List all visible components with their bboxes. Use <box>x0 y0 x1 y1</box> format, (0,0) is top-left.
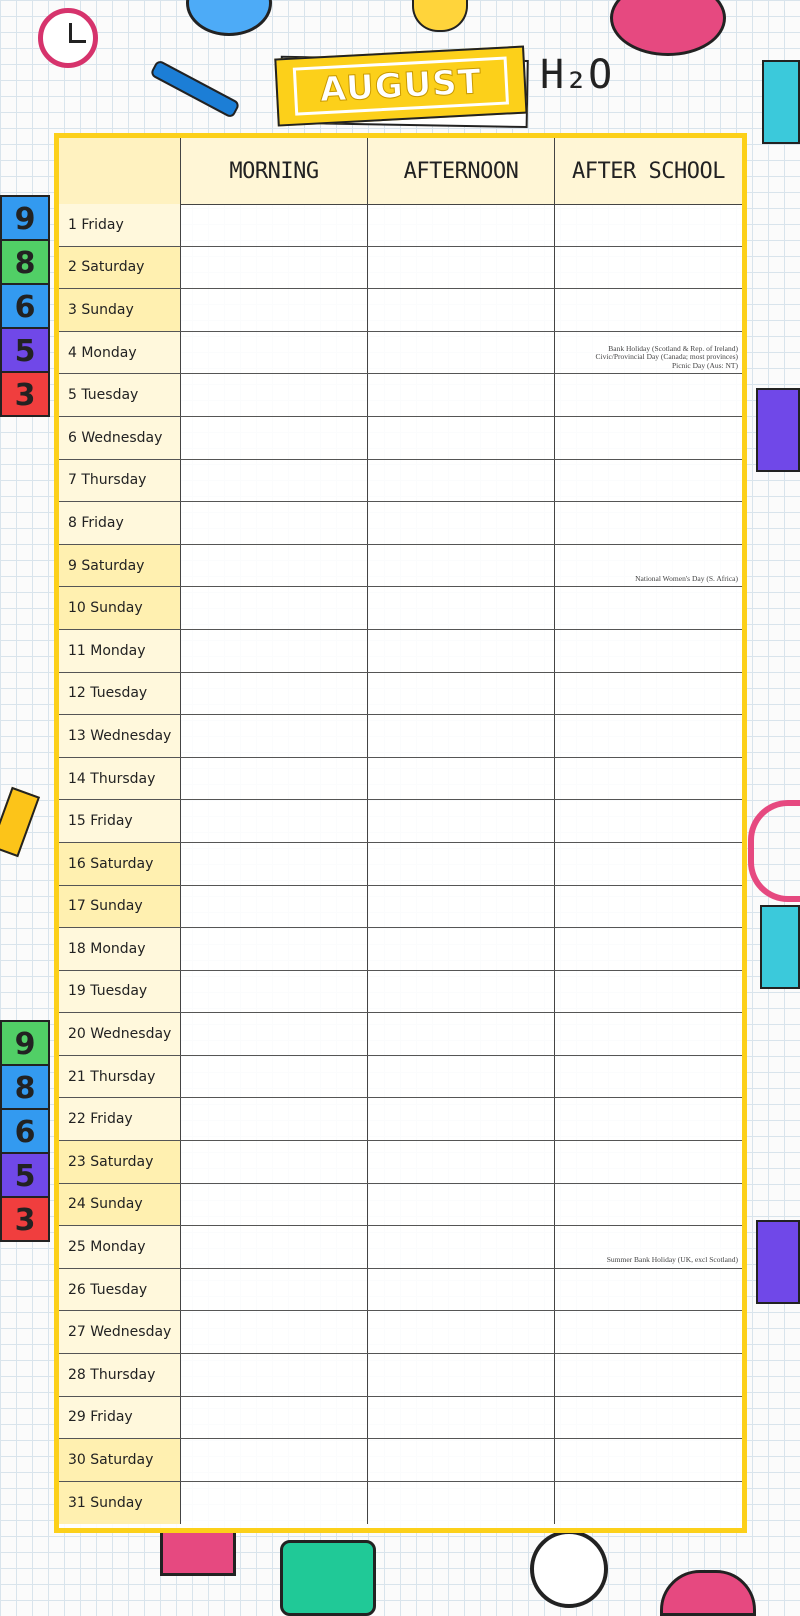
holiday-note-line: Summer Bank Holiday (UK, excl Scotland) <box>606 1255 738 1265</box>
day-row <box>59 758 742 801</box>
day-row <box>59 1439 742 1482</box>
day-label: 12 Tuesday <box>59 673 181 715</box>
after-school-cell[interactable] <box>555 332 742 374</box>
day-row <box>59 374 742 417</box>
day-row <box>59 502 742 545</box>
morning-cell[interactable] <box>181 1311 368 1353</box>
calculator-doodle-icon <box>160 1530 236 1576</box>
day-row <box>59 1056 742 1099</box>
book-doodle-icon <box>280 1540 376 1616</box>
after-school-cell[interactable] <box>555 1439 742 1481</box>
day-row <box>59 1397 742 1440</box>
after-school-cell[interactable] <box>555 460 742 502</box>
holiday-note-line: Picnic Day (Aus: NT) <box>671 360 738 370</box>
day-label: 3 Sunday <box>59 289 181 331</box>
morning-cell[interactable] <box>181 800 368 842</box>
after-school-cell[interactable] <box>555 928 742 970</box>
day-row <box>59 1311 742 1354</box>
day-row <box>59 1184 742 1227</box>
backpack-doodle-icon <box>610 0 726 56</box>
hopscotch-doodle <box>0 1020 52 1240</box>
day-label: 24 Sunday <box>59 1184 181 1226</box>
after-school-cell[interactable] <box>555 1056 742 1098</box>
day-row <box>59 928 742 971</box>
hopscotch-square: 5 <box>0 327 50 373</box>
after-school-cell[interactable] <box>555 247 742 289</box>
morning-cell[interactable] <box>181 630 368 672</box>
afternoon-cell[interactable] <box>368 502 555 544</box>
afternoon-cell[interactable] <box>368 289 555 331</box>
day-row <box>59 1269 742 1312</box>
day-label: 29 Friday <box>59 1397 181 1439</box>
morning-cell[interactable] <box>181 460 368 502</box>
day-row <box>59 460 742 503</box>
morning-cell[interactable] <box>181 1141 368 1183</box>
morning-cell[interactable] <box>181 886 368 928</box>
after-school-cell[interactable] <box>555 886 742 928</box>
day-row <box>59 545 742 588</box>
afternoon-cell[interactable] <box>368 332 555 374</box>
hopscotch-square: 8 <box>0 1064 50 1110</box>
morning-cell[interactable] <box>181 1013 368 1055</box>
day-row <box>59 417 742 460</box>
afternoon-cell[interactable] <box>368 928 555 970</box>
holiday-note-line: Bank Holiday (Scotland & Rep. of Ireland) <box>608 343 738 353</box>
sun-doodle-icon <box>412 0 468 32</box>
morning-cell[interactable] <box>181 1056 368 1098</box>
globe-doodle-icon <box>186 0 272 36</box>
day-label: 8 Friday <box>59 502 181 544</box>
alarm-clock-doodle-icon <box>38 8 98 68</box>
after-school-cell[interactable] <box>555 673 742 715</box>
afternoon-cell[interactable] <box>368 247 555 289</box>
day-row <box>59 204 742 247</box>
header-row <box>59 138 742 205</box>
afternoon-cell[interactable] <box>368 1013 555 1055</box>
after-school-cell[interactable] <box>555 1354 742 1396</box>
after-school-cell[interactable] <box>555 545 742 587</box>
morning-cell[interactable] <box>181 374 368 416</box>
afternoon-cell[interactable] <box>368 1311 555 1353</box>
morning-cell[interactable] <box>181 289 368 331</box>
morning-cell[interactable] <box>181 247 368 289</box>
h2o-doodle: H₂O <box>540 52 613 98</box>
day-row <box>59 843 742 886</box>
day-row <box>59 1354 742 1397</box>
after-school-cell[interactable] <box>555 1226 742 1268</box>
day-label: 2 Saturday <box>59 247 181 289</box>
afternoon-cell[interactable] <box>368 843 555 885</box>
afternoon-cell[interactable] <box>368 673 555 715</box>
day-label: 15 Friday <box>59 800 181 842</box>
day-row <box>59 587 742 630</box>
holiday-note <box>607 1256 738 1265</box>
day-label: 28 Thursday <box>59 1354 181 1396</box>
book-doodle-icon <box>762 60 800 144</box>
after-school-cell[interactable] <box>555 800 742 842</box>
day-label: 5 Tuesday <box>59 374 181 416</box>
day-label: 7 Thursday <box>59 460 181 502</box>
morning-cell[interactable] <box>181 1482 368 1525</box>
clock-doodle-icon <box>530 1530 608 1608</box>
day-row <box>59 1141 742 1184</box>
day-row <box>59 800 742 843</box>
after-school-cell[interactable] <box>555 374 742 416</box>
header-after-school: AFTER SCHOOL <box>555 138 742 204</box>
afternoon-cell[interactable] <box>368 715 555 757</box>
morning-cell[interactable] <box>181 1439 368 1481</box>
morning-cell[interactable] <box>181 417 368 459</box>
day-rows <box>59 204 742 1524</box>
hopscotch-square: 8 <box>0 239 50 285</box>
hopscotch-square: 3 <box>0 371 50 417</box>
header-morning: MORNING <box>181 138 368 204</box>
day-label: 14 Thursday <box>59 758 181 800</box>
day-row <box>59 1226 742 1269</box>
after-school-cell[interactable] <box>555 1141 742 1183</box>
after-school-cell[interactable] <box>555 289 742 331</box>
afternoon-cell[interactable] <box>368 460 555 502</box>
afternoon-cell[interactable] <box>368 374 555 416</box>
morning-cell[interactable] <box>181 971 368 1013</box>
after-school-cell[interactable] <box>555 1482 742 1525</box>
day-label: 20 Wednesday <box>59 1013 181 1055</box>
day-row <box>59 332 742 375</box>
after-school-cell[interactable] <box>555 1098 742 1140</box>
afternoon-cell[interactable] <box>368 1269 555 1311</box>
after-school-cell[interactable] <box>555 1013 742 1055</box>
afternoon-cell[interactable] <box>368 1226 555 1268</box>
afternoon-cell[interactable] <box>368 971 555 1013</box>
day-row <box>59 1098 742 1141</box>
day-label: 22 Friday <box>59 1098 181 1140</box>
day-row <box>59 971 742 1014</box>
morning-cell[interactable] <box>181 545 368 587</box>
month-banner <box>270 39 534 136</box>
after-school-cell[interactable] <box>555 1311 742 1353</box>
afternoon-cell[interactable] <box>368 758 555 800</box>
day-row <box>59 886 742 929</box>
afternoon-cell[interactable] <box>368 587 555 629</box>
morning-cell[interactable] <box>181 204 368 246</box>
day-row <box>59 289 742 332</box>
afternoon-cell[interactable] <box>368 886 555 928</box>
morning-cell[interactable] <box>181 843 368 885</box>
afternoon-cell[interactable] <box>368 1141 555 1183</box>
after-school-cell[interactable] <box>555 971 742 1013</box>
afternoon-cell[interactable] <box>368 630 555 672</box>
banner-frame <box>293 56 509 115</box>
backpack-doodle-icon <box>660 1570 756 1616</box>
morning-cell[interactable] <box>181 1226 368 1268</box>
book-doodle-icon <box>756 1220 800 1304</box>
day-row <box>59 1013 742 1056</box>
pen-doodle-icon <box>149 59 240 119</box>
after-school-cell[interactable] <box>555 1184 742 1226</box>
day-label: 13 Wednesday <box>59 715 181 757</box>
book-doodle-icon <box>756 388 800 472</box>
day-label: 17 Sunday <box>59 886 181 928</box>
morning-cell[interactable] <box>181 1098 368 1140</box>
day-label: 9 Saturday <box>59 545 181 587</box>
book-doodle-icon <box>760 905 800 989</box>
holiday-note-line: National Women's Day (S. Africa) <box>635 573 738 583</box>
day-label: 10 Sunday <box>59 587 181 629</box>
day-label: 21 Thursday <box>59 1056 181 1098</box>
holiday-note-line: Civic/Provincial Day (Canada; most provinces) <box>595 352 738 362</box>
day-label: 27 Wednesday <box>59 1311 181 1353</box>
morning-cell[interactable] <box>181 715 368 757</box>
after-school-cell[interactable] <box>555 843 742 885</box>
morning-cell[interactable] <box>181 1397 368 1439</box>
day-label: 6 Wednesday <box>59 417 181 459</box>
banner-plate <box>274 46 527 127</box>
after-school-cell[interactable] <box>555 630 742 672</box>
hopscotch-square: 9 <box>0 195 50 241</box>
day-label: 4 Monday <box>59 332 181 374</box>
after-school-cell[interactable] <box>555 417 742 459</box>
day-label: 16 Saturday <box>59 843 181 885</box>
afternoon-cell[interactable] <box>368 417 555 459</box>
after-school-cell[interactable] <box>555 587 742 629</box>
day-label: 18 Monday <box>59 928 181 970</box>
morning-cell[interactable] <box>181 1184 368 1226</box>
day-label: 23 Saturday <box>59 1141 181 1183</box>
afternoon-cell[interactable] <box>368 204 555 246</box>
afternoon-cell[interactable] <box>368 1098 555 1140</box>
day-row <box>59 673 742 716</box>
day-label: 30 Saturday <box>59 1439 181 1481</box>
pencil-doodle-icon <box>0 787 40 857</box>
hopscotch-square: 6 <box>0 1108 50 1154</box>
hopscotch-square: 9 <box>0 1020 50 1066</box>
day-row <box>59 1482 742 1525</box>
day-label: 11 Monday <box>59 630 181 672</box>
day-row <box>59 247 742 290</box>
holiday-note <box>635 575 738 584</box>
day-row <box>59 715 742 758</box>
hopscotch-square: 5 <box>0 1152 50 1198</box>
afternoon-cell[interactable] <box>368 1482 555 1525</box>
morning-cell[interactable] <box>181 332 368 374</box>
holiday-note <box>596 345 738 371</box>
morning-cell[interactable] <box>181 758 368 800</box>
afternoon-cell[interactable] <box>368 800 555 842</box>
hopscotch-square: 3 <box>0 1196 50 1242</box>
day-label: 19 Tuesday <box>59 971 181 1013</box>
morning-cell[interactable] <box>181 587 368 629</box>
afternoon-cell[interactable] <box>368 1397 555 1439</box>
afternoon-cell[interactable] <box>368 1354 555 1396</box>
after-school-cell[interactable] <box>555 204 742 246</box>
month-title: AUGUST <box>318 61 483 111</box>
after-school-cell[interactable] <box>555 1397 742 1439</box>
hopscotch-square: 6 <box>0 283 50 329</box>
morning-cell[interactable] <box>181 1269 368 1311</box>
morning-cell[interactable] <box>181 502 368 544</box>
afternoon-cell[interactable] <box>368 1056 555 1098</box>
day-label: 26 Tuesday <box>59 1269 181 1311</box>
morning-cell[interactable] <box>181 673 368 715</box>
hopscotch-doodle <box>0 195 52 415</box>
day-label: 1 Friday <box>59 204 181 246</box>
after-school-cell[interactable] <box>555 758 742 800</box>
header-corner <box>59 138 181 204</box>
after-school-cell[interactable] <box>555 1269 742 1311</box>
after-school-cell[interactable] <box>555 715 742 757</box>
day-label: 31 Sunday <box>59 1482 181 1525</box>
afternoon-cell[interactable] <box>368 1439 555 1481</box>
mug-handle-doodle-icon <box>748 800 800 902</box>
day-row <box>59 630 742 673</box>
morning-cell[interactable] <box>181 928 368 970</box>
header-afternoon: AFTERNOON <box>368 138 555 204</box>
planner-grid <box>54 133 747 1533</box>
day-label: 25 Monday <box>59 1226 181 1268</box>
afternoon-cell[interactable] <box>368 545 555 587</box>
after-school-cell[interactable] <box>555 502 742 544</box>
morning-cell[interactable] <box>181 1354 368 1396</box>
afternoon-cell[interactable] <box>368 1184 555 1226</box>
